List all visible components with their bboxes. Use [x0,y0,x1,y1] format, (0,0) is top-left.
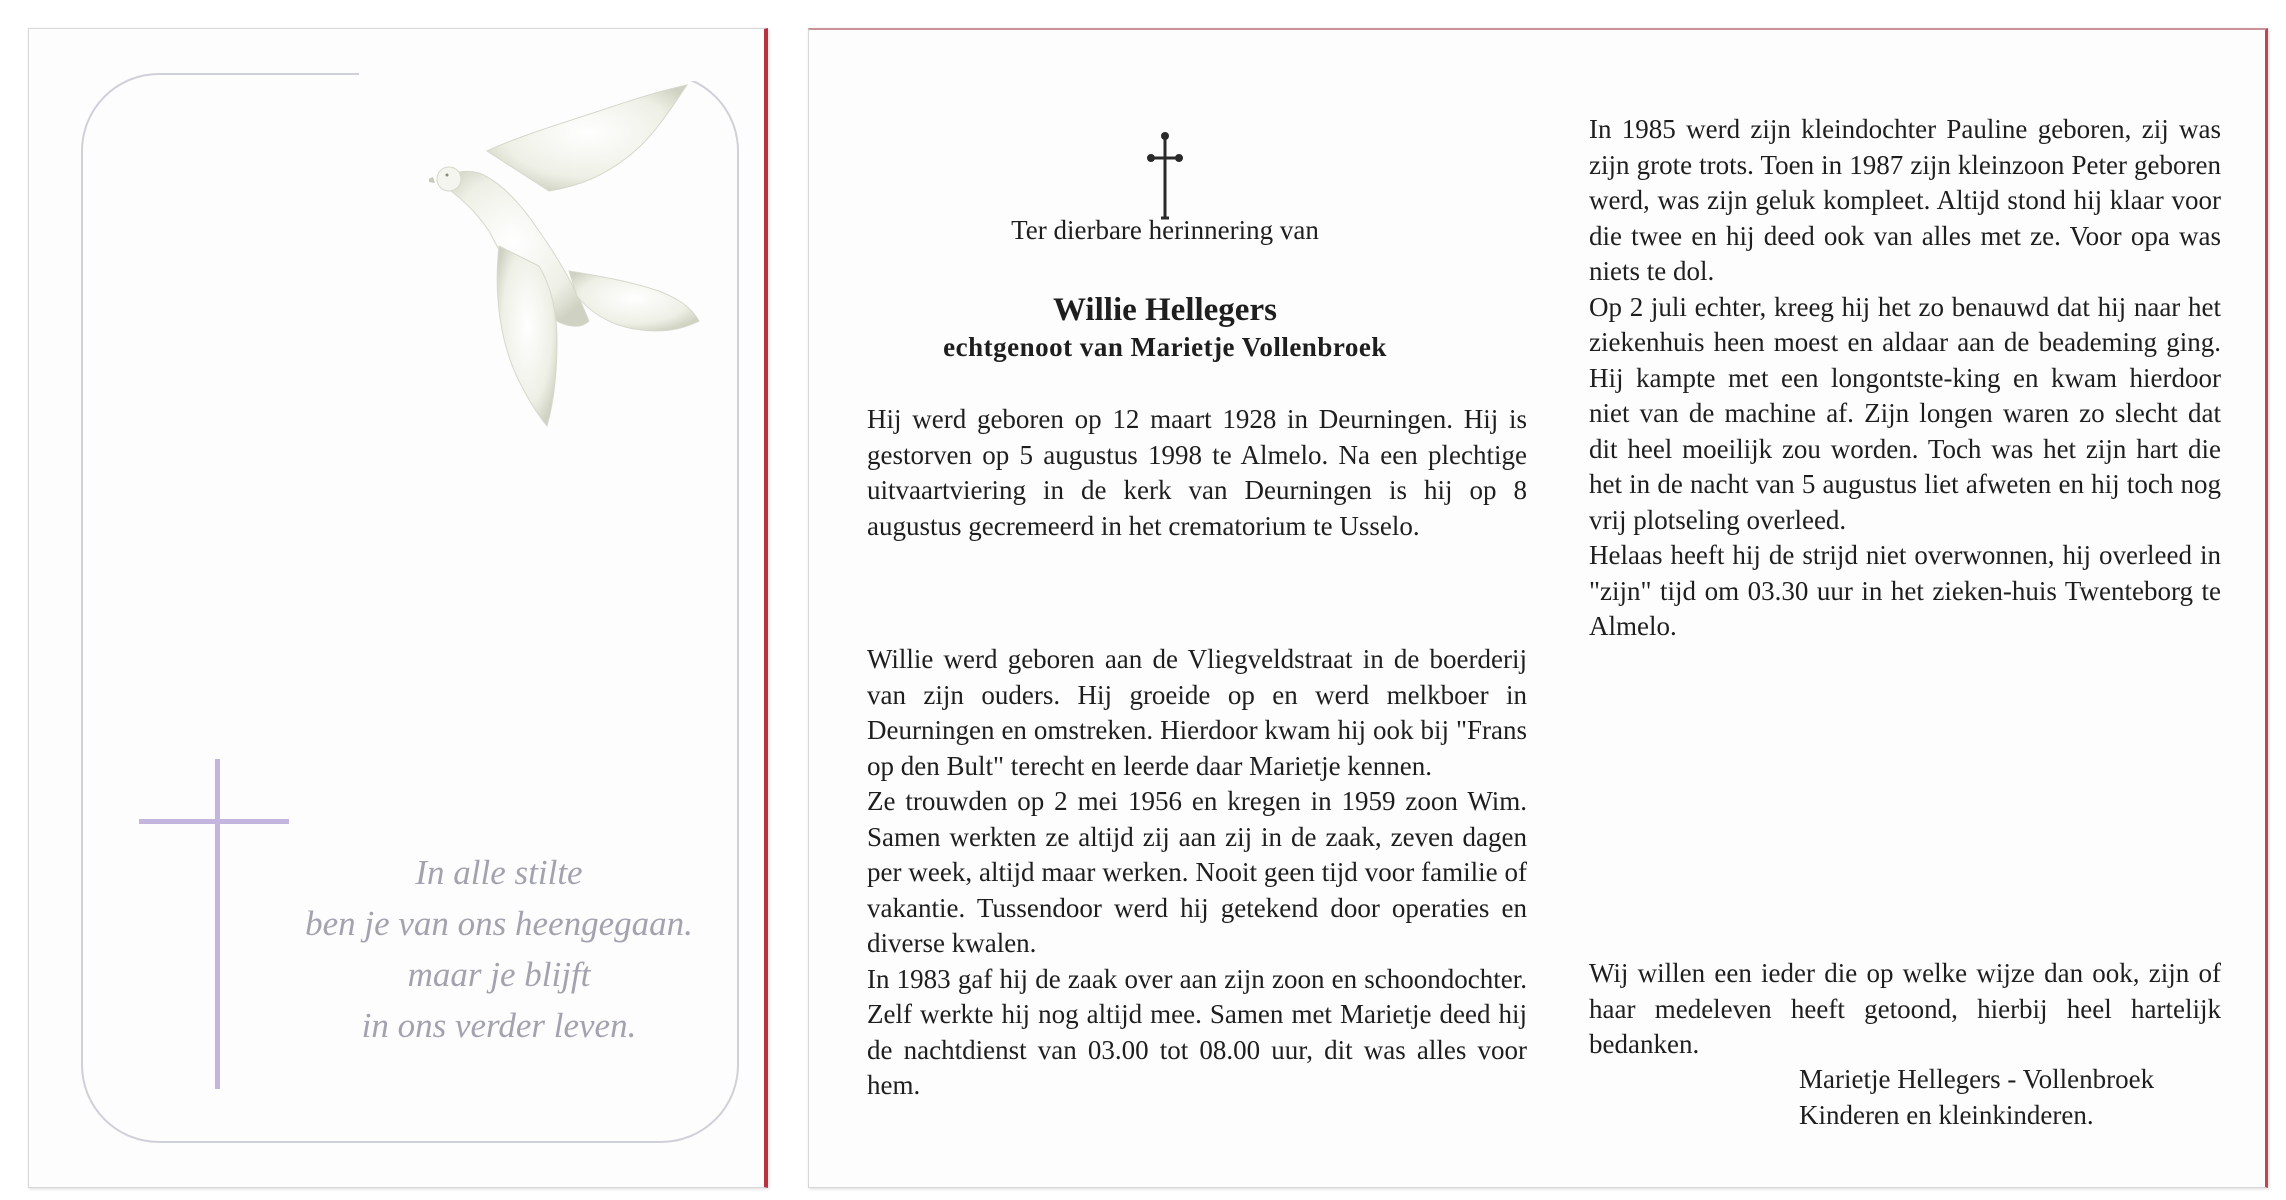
intro-line: Ter dierbare herinnering van [1011,215,1319,245]
poem-line: maar je blijft [407,955,591,994]
story-paragraph: Helaas heeft hij de strijd niet overwonnen, hij overleed in "zijn" tijd om 03.30 uur in het zieken-huis Twenteborg te Almelo. [1589,540,2221,641]
poem [259,847,739,1051]
story-paragraph: Willie werd geboren aan de Vliegveldstraat in de boerderij van zijn ouders. Hij groeide op en werd melkboer in Deurningen en omstreken. Hierdoor kwam hij ook bij "Frans op den Bult" terecht en leerde daar Marietje kennen. [867,644,1527,781]
story-paragraph: Op 2 juli echter, kreeg hij het zo benauwd dat hij naar het ziekenhuis heen moest en aldaar aan de beademing ging. Hij kampte met een longontste-king en kwam hierdoor niet van de machine af. Zijn longen waren zo slecht dat dit heel moeilijk zou worden. Toch was het zijn hart die het in de nacht van 5 augustus liet afweten en hij toch nog vrij plotseling overleed. [1589,291,2221,535]
story-paragraph: In 1983 gaf hij de zaak over aan zijn zoon en schoondochter. Zelf werkte hij nog altijd mee. Samen met Marietje deed hij de nachtdienst van 03.00 tot 08.00 uur, dit was alles voor hem. [867,963,1527,1100]
signature-line: Marietje Hellegers - Vollenbroek [1799,1064,2155,1094]
spouse-line: echtgenoot van Marietje Vollenbroek [943,332,1387,362]
story-paragraph: Ze trouwden op 2 mei 1956 en kregen in 1959 zoon Wim. Samen werkten ze altijd zij aan zij in de zaak, zeven dagen per week, altijd maar werken. Nooit geen tijd voor familie of vakantie. Tussendoor werd hij getekend door operaties en diverse kwalen. [867,786,1527,958]
thanks-paragraph [1589,956,2221,1063]
dove-icon [429,81,749,461]
deceased-name: Willie Hellegers [1053,292,1277,328]
thanks-text: Wij willen een ieder die op welke wijze dan ook, zijn of haar medeleven heeft getoond, hierbij heel hartelijk bedanken. [1589,958,2221,1059]
poem-line: ben je van ons heengegaan. [305,904,693,943]
facts-paragraph [867,402,1527,544]
facts-text: Hij werd geboren op 12 maart 1928 in Deurningen. Hij is gestorven op 5 augustus 1998 te Almelo. Na een plechtige uitvaartviering in de kerk van Deurningen is hij op 8 augustus gecremeerd in het crematorium te Usselo. [867,404,1527,541]
poem-line: in ons verder leven. [361,1006,637,1045]
poem-line: In alle stilte [415,853,583,892]
signature-line: Kinderen en kleinkinderen. [1799,1100,2094,1130]
story-left [867,642,1527,1104]
story-paragraph: In 1985 werd zijn kleindochter Pauline geboren, zij was zijn grote trots. Toen in 1987 zijn kleinzoon Peter geboren werd, was zijn geluk kompleet. Altijd stond hij klaar voor die twee en hij deed ook van alles met ze. Voor opa was niets te dol. [1589,114,2221,286]
cross-symbol-icon [1145,126,1185,226]
front-card [28,28,768,1188]
frame-gap [359,65,759,81]
story-right [1589,112,2221,645]
inside-card [808,28,2268,1188]
